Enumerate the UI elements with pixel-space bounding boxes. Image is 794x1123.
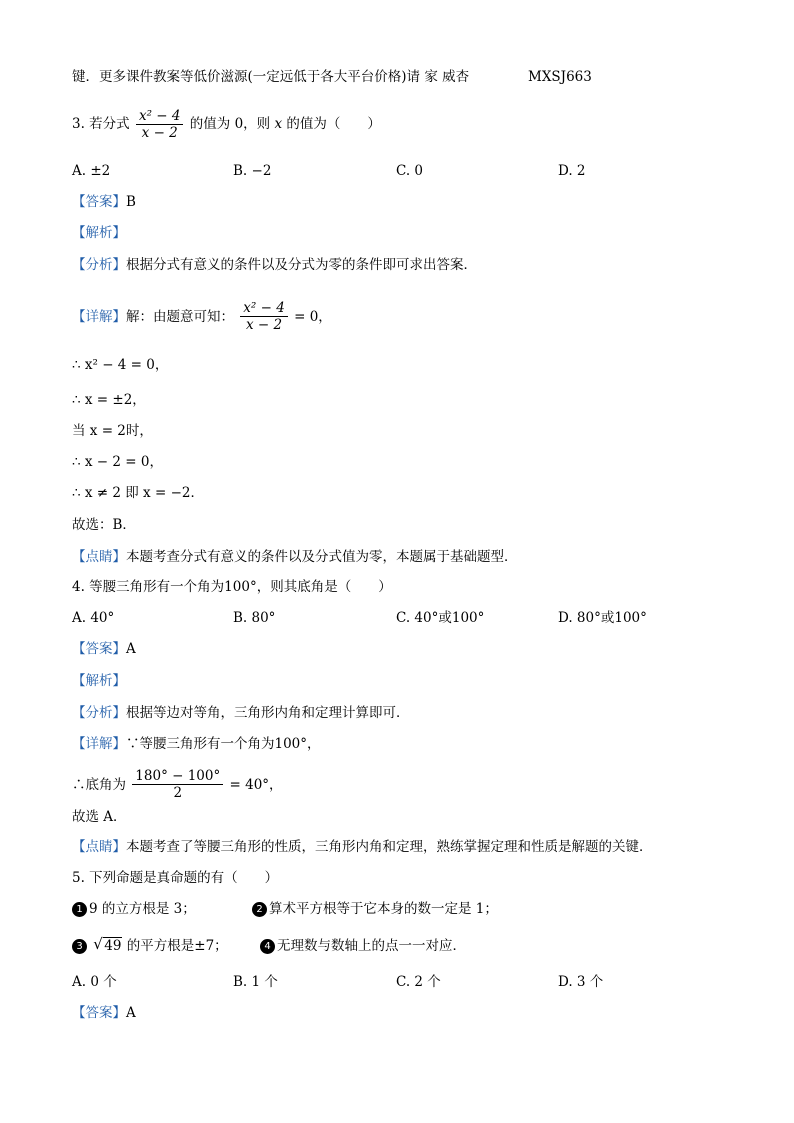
q5-option-c: C. 2 个 (396, 974, 441, 990)
q3-frac-num: x² − 4 (136, 108, 184, 125)
q4-step-suffix: = 40°， (229, 777, 283, 793)
q3-option-a: A. ±2 (72, 163, 111, 179)
q5-item1-text: 9 的立方根是 3； (89, 901, 196, 917)
q3-detail (72, 300, 332, 333)
q3-stem-suffix: 的值为（ ） (286, 116, 381, 132)
q3-fenxi (72, 256, 477, 274)
q4-answer-tag: 【答案】 (72, 641, 126, 657)
q4-option-a: A. 40° (72, 610, 115, 626)
q5-option-d: D. 3 个 (558, 974, 604, 990)
q3-stem-var: x (274, 116, 283, 132)
q5-item2-text: 算术平方根等于它本身的数一定是 1； (269, 901, 498, 917)
q4-detail-tag: 【详解】 (72, 736, 126, 752)
q5-option-b: B. 1 个 (233, 974, 278, 990)
q3-detail-fraction (240, 300, 288, 333)
q3-answer-tag: 【答案】 (72, 194, 126, 210)
q3-stem (72, 108, 381, 141)
q4-comment-tag: 【点睛】 (72, 839, 126, 855)
radical-icon: √ (93, 935, 103, 953)
q5-stem: 5. 下列命题是真命题的有（ ） (72, 870, 279, 886)
q3-detail-prefix: 解：由题意可知： (126, 309, 234, 325)
q4-fenxi (72, 704, 410, 722)
q4-stem: 4. 等腰三角形有一个角为100°，则其底角是（ ） (72, 579, 392, 595)
q3-step1: ∴ x² − 4 = 0， (72, 357, 169, 373)
q3-fenxi-text: 根据分式有意义的条件以及分式为零的条件即可求出答案． (126, 257, 477, 273)
q3-choose: 故选：B． (72, 517, 136, 533)
q5-item3-text: 的平方根是±7； (126, 938, 228, 954)
q4-option-c: C. 40°或100° (396, 610, 485, 626)
q5-radicand: 49 (104, 938, 122, 954)
q4-step-fraction (132, 768, 223, 801)
q3-comment-text: 本题考查分式有意义的条件以及分式值为零，本题属于基础题型． (126, 549, 518, 565)
q4-detail-text: ∵等腰三角形有一个角为100°， (126, 736, 321, 752)
q4-detail (72, 735, 321, 753)
q3-option-d: D. 2 (558, 163, 586, 179)
header-notice: 键．更多课件教案等低价滋源(一定远低于各大平台价格)请 家 威杏 (72, 69, 470, 85)
q4-comment-text: 本题考查了等腰三角形的性质，三角形内角和定理，熟练掌握定理和性质是解题的关键． (126, 839, 653, 855)
q3-answer-value: B (126, 194, 136, 210)
q3-stem-prefix: 3. 若分式 (72, 116, 130, 132)
q5-answer-value: A (126, 1005, 136, 1021)
q3-detail-frac-den: x − 2 (246, 317, 283, 333)
q4-step (72, 768, 283, 801)
q4-option-d: D. 80°或100° (558, 610, 647, 626)
q5-item4-text: 无理数与数轴上的点一一对应． (277, 938, 466, 954)
q4-frac-den: 2 (173, 785, 183, 801)
q3-comment (72, 548, 518, 566)
q4-comment (72, 838, 653, 856)
q5-item3 (72, 937, 228, 955)
circled-number-icon: 4 (260, 939, 275, 954)
header-code: MXSJ663 (528, 69, 592, 85)
q4-step-prefix: ∴底角为 (72, 777, 126, 793)
q3-step5: ∴ x ≠ 2 即 x = −2． (72, 485, 204, 501)
q3-step2: ∴ x = ±2， (72, 392, 146, 408)
q3-frac-den: x − 2 (141, 125, 178, 141)
q4-option-b: B. 80° (233, 610, 276, 626)
circled-number-icon: 3 (72, 939, 87, 954)
circled-number-icon: 2 (252, 902, 267, 917)
q4-choose: 故选 A． (72, 809, 127, 825)
q3-fenxi-tag: 【分析】 (72, 257, 126, 273)
square-root (93, 937, 122, 955)
q4-frac-num: 180° − 100° (132, 768, 223, 785)
header-notice-line (72, 68, 592, 86)
q3-answer (72, 193, 136, 211)
q3-analysis-tag: 【解析】 (72, 225, 126, 241)
q3-detail-eq: = 0， (294, 309, 332, 325)
q3-stem-fraction (136, 108, 184, 141)
q4-answer-value: A (126, 641, 136, 657)
q5-item1 (72, 900, 196, 918)
q3-option-b: B. −2 (233, 163, 272, 179)
q4-analysis-tag: 【解析】 (72, 673, 126, 689)
q3-stem-mid: 的值为 0，则 (189, 116, 271, 132)
q5-answer (72, 1004, 136, 1022)
q3-step3: 当 x = 2时， (72, 423, 153, 439)
q4-fenxi-tag: 【分析】 (72, 705, 126, 721)
q3-detail-tag: 【详解】 (72, 309, 126, 325)
q5-option-a: A. 0 个 (72, 974, 117, 990)
q3-comment-tag: 【点睛】 (72, 549, 126, 565)
circled-number-icon: 1 (72, 902, 87, 917)
q5-item4 (260, 937, 466, 955)
q4-answer (72, 640, 136, 658)
q4-fenxi-text: 根据等边对等角，三角形内角和定理计算即可． (126, 705, 410, 721)
q3-detail-frac-num: x² − 4 (240, 300, 288, 317)
q5-answer-tag: 【答案】 (72, 1005, 126, 1021)
q3-option-c: C. 0 (396, 163, 424, 179)
q3-step4: ∴ x − 2 = 0， (72, 454, 163, 470)
q5-item2 (252, 900, 498, 918)
